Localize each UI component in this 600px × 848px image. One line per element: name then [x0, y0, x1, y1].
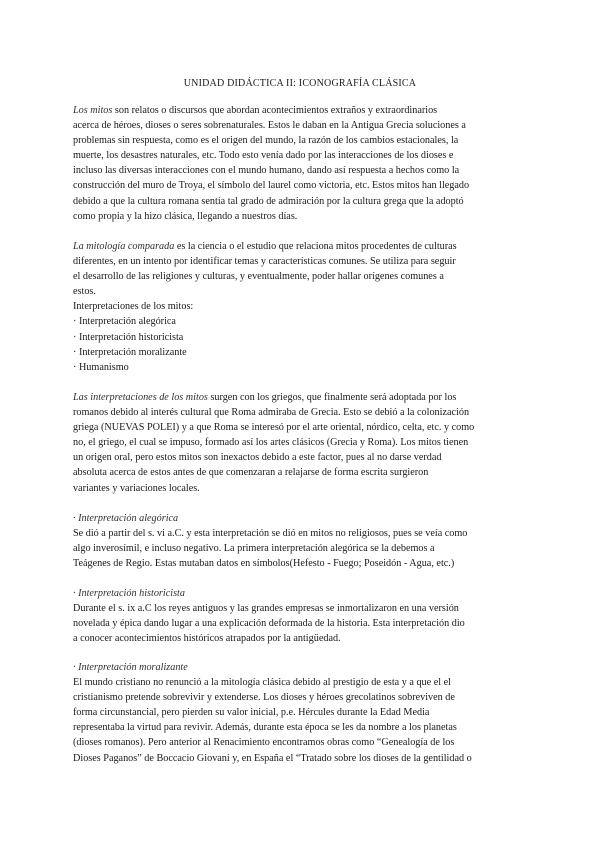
paragraph-line: Durante el s. ix a.C los reyes antiguos y las grandes empresas se inmortalizaron en una versión [73, 603, 459, 615]
list-item: · Interpretación alegórica [73, 316, 176, 328]
paragraph-line: no, el griego, el cual se impuso, formado así los artes clásicos (Grecia y Roma). Los mitos tienen [73, 437, 469, 449]
section-alegorica [73, 511, 529, 571]
paragraph-line: incluso las diversas interacciones con el mundo humano, dando así respuesta a hechos como la [73, 165, 460, 177]
italic-term: La mitología comparada [73, 241, 175, 252]
paragraph-line: como propia y la hizo clásica, llegando a nuestros días. [73, 210, 298, 222]
paragraph-line: construcción del muro de Troya, el símbolo del laurel como victoria, etc. Estos mitos han llegado [73, 180, 470, 192]
paragraph-line: El mundo cristiano no renunció a la mitología clásica debido al prestigio de esta y a que el el [73, 677, 451, 689]
paragraph-line: el desarrollo de las religiones y culturas, y eventualmente, poder hallar orígenes comunes a [73, 271, 444, 283]
paragraph-line: Teágenes de Regio. Estas mutaban datos en símbolos(Hefesto - Fuego; Poseidón - Agua, etc.) [73, 558, 455, 570]
paragraph-interpretaciones [73, 390, 529, 496]
paragraph-line: representaba la virtud para revivir. Además, durante esta época se les da nombre a los planetas [73, 722, 457, 734]
paragraph-line: Se dió a partir del s. vi a.C. y esta interpretación se dió en mitos no religiosos, pues se veía como [73, 528, 468, 540]
paragraph-line: debido a que la cultura romana sentía tal grado de admiración por la cultura grega que la adoptó [73, 195, 464, 207]
paragraph-line: Las interpretaciones de los mitos surgen con los griegos, que finalmente será adoptada por los [73, 392, 457, 403]
paragraph-line: absoluta acerca de estos antes de que comenzaran a relajarse de forma escrita surgieron [73, 467, 429, 479]
paragraph-line: griega (NUEVAS POLEI) y a que Roma se interesó por el arte oriental, nórdico, celta, etc. y como [73, 422, 475, 434]
paragraph-line: a conocer acontecimientos históricos atrapados por la antigüedad. [73, 633, 341, 645]
paragraph-line: romanos debido al interés cultural que Roma admiraba de Grecia. Esto se debió a la colonización [73, 407, 470, 419]
paragraph-line: Dioses Paganos” de Boccacio Giovani y, en España el “Tratado sobre los dioses de la gentilidad o [73, 752, 472, 764]
list-item: · Interpretación moralizante [73, 346, 187, 358]
paragraph-comparada [73, 239, 529, 375]
section-heading: · Interpretación alegórica [73, 513, 179, 524]
paragraph-line: acerca de héroes, dioses o seres sobrenaturales. Estos le daban en la Antigua Grecia soluciones a [73, 120, 466, 132]
section-moralizante [73, 660, 529, 766]
document-title: UNIDAD DIDÁCTICA II: ICONOGRAFÍA CLÁSICA [183, 78, 417, 89]
paragraph-line: Los mitos son relatos o discursos que abordan acontecimientos extraños y extraordinarios [73, 105, 438, 116]
section-heading: · Interpretación moralizante [73, 662, 188, 673]
section-historicista [73, 586, 529, 646]
italic-term: Las interpretaciones de los mitos [73, 392, 208, 403]
paragraph-mitos [73, 103, 529, 224]
paragraph-line: algo inverosímil, e incluso negativo. La primera interpretación alegórica se la debemos a [73, 543, 435, 555]
paragraph-line: (dioses romanos). Pero anterior al Renacimiento encontramos obras como “Genealogía de los [73, 737, 455, 749]
list-heading: Interpretaciones de los mitos: [73, 301, 194, 313]
paragraph-line: muerte, los desastres naturales, etc. Todo esto venía dado por las interacciones de los dioses e [73, 150, 454, 162]
paragraph-line: un origen oral, pero estos mitos son inexactos debido a este factor, pues al no darse verdad [73, 452, 442, 464]
italic-term: Los mitos [73, 105, 113, 116]
paragraph-line: La mitología comparada es la ciencia o el estudio que relaciona mitos procedentes de culturas [73, 241, 457, 252]
paragraph-line: diferentes, en un intento por identificar temas y características comunes. Se utiliza para seguir [73, 256, 456, 268]
paragraph-line: problemas sin respuesta, como es el origen del mundo, la razón de los cambios estacionales, la [73, 135, 459, 147]
paragraph-line: novelada y épica dando lugar a una explicación deformada de la historia. Esta interpretación dio [73, 618, 465, 630]
list-item: · Interpretación historicista [73, 331, 184, 343]
paragraph-line: estos. [73, 286, 96, 298]
section-heading: · Interpretación historicista [73, 588, 185, 599]
paragraph-line: variantes y variaciones locales. [73, 482, 200, 494]
paragraph-line: cristianismo pretende sobrevivir y extenderse. Los dioses y héroes grecolatinos sobreviven de [73, 692, 455, 704]
list-item: · Humanismo [73, 361, 129, 373]
paragraph-line: forma circunstancial, pero pierden su valor inicial, p.e. Hércules durante la Edad Media [73, 707, 430, 719]
